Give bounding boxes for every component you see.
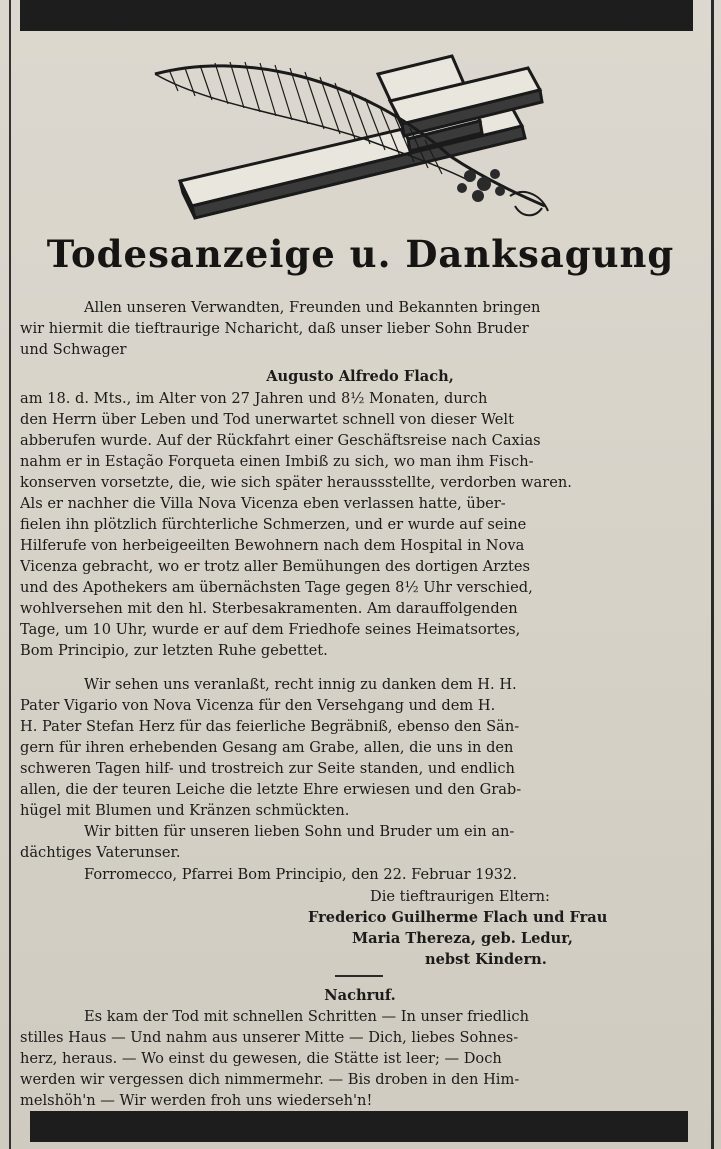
right-border-rule — [711, 0, 714, 1149]
text-line: dächtiges Vaterunser. — [20, 844, 181, 861]
text-line: Vicenza gebracht, wo er trotz aller Bemühungen des dortigen Arztes — [20, 558, 530, 575]
top-black-bar — [20, 0, 693, 31]
text-line: abberufen wurde. Auf der Rückfahrt einer Geschäftsreise nach Caxias — [20, 432, 541, 449]
text-line: und Schwager — [20, 341, 127, 358]
text-line: schweren Tagen hilf- und trostreich zur Seite standen, und endlich — [20, 760, 515, 777]
poem-line: melshöh'n — Wir werden froh uns wiederseh'n! — [20, 1092, 373, 1109]
cross-and-palm-icon — [150, 46, 560, 221]
text-line: gern für ihren erhebenden Gesang am Grabe, allen, die uns in den — [20, 739, 514, 756]
text-line: Als er nachher die Villa Nova Vicenza eben verlassen hatte, über- — [20, 495, 506, 512]
bottom-black-bar — [30, 1111, 688, 1142]
text-line: fielen ihn plötzlich fürchterliche Schmerzen, und er wurde auf seine — [20, 516, 527, 533]
body-paragraph — [20, 388, 700, 661]
text-line: H. Pater Stefan Herz für das feierliche Begräbniß, ebenso den Sän- — [20, 718, 520, 735]
left-border-rule — [9, 0, 11, 1149]
poem-line: stilles Haus — Und nahm aus unserer Mitte — Dich, liebes Sohnes- — [20, 1029, 519, 1046]
text-line: Bom Principio, zur letzten Ruhe gebettet. — [20, 642, 328, 659]
text-line: Pater Vigario von Nova Vicenza für den Versehgang und dem H. — [20, 697, 496, 714]
place-date-line: Forromecco, Pfarrei Bom Principio, den 22. Februar 1932. — [84, 866, 517, 883]
text-line: nahm er in Estação Forqueta einen Imbiß zu sich, wo man ihm Fisch- — [20, 453, 534, 470]
intro-paragraph — [20, 297, 700, 360]
text-line: allen, die der teuren Leiche die letzte Ehre erwiesen und den Grab- — [20, 781, 522, 798]
text-line: den Herrn über Leben und Tod unerwartet schnell von dieser Welt — [20, 411, 514, 428]
signature-intro: Die tieftraurigen Eltern: — [370, 888, 550, 905]
signature-line: nebst Kindern. — [425, 951, 547, 968]
text-line: hügel mit Blumen und Kränzen schmückten. — [20, 802, 350, 819]
place-date-block — [20, 864, 700, 885]
section-divider — [335, 975, 383, 977]
text-line: Wir sehen uns veranlaßt, recht innig zu danken dem H. H. — [84, 676, 517, 693]
deceased-name-block — [20, 366, 700, 387]
deceased-name: Augusto Alfredo Flach, — [266, 368, 454, 385]
text-line: Allen unseren Verwandten, Freunden und Bekannten bringen — [84, 299, 541, 316]
text-line: wohlversehen mit den hl. Sterbesakramenten. Am darauffolgenden — [20, 600, 518, 617]
signature-line: Frederico Guilherme Flach und Frau — [308, 909, 608, 926]
notice-headline: Todesanzeige u. Danksagung — [46, 232, 675, 276]
thanks-paragraph — [20, 674, 700, 863]
nachruf-block — [20, 985, 700, 1111]
poem-line: Es kam der Tod mit schnellen Schritten — In unser friedlich — [84, 1008, 530, 1025]
nachruf-title: Nachruf. — [324, 987, 396, 1004]
text-line: am 18. d. Mts., im Alter von 27 Jahren und 8½ Monaten, durch — [20, 390, 488, 407]
text-line: Wir bitten für unseren lieben Sohn und Bruder um ein an- — [84, 823, 515, 840]
text-line: konserven vorsetzte, die, wie sich später heraussstellte, verdorben waren. — [20, 474, 572, 491]
text-line: Tage, um 10 Uhr, wurde er auf dem Friedhofe seines Heimatsortes, — [20, 621, 521, 638]
poem-line: herz, heraus. — Wo einst du gewesen, die Stätte ist leer; — Doch — [20, 1050, 502, 1067]
text-line: wir hiermit die tieftraurige Ncharicht, daß unser lieber Sohn Bruder — [20, 320, 529, 337]
poem-line: werden wir vergessen dich nimmermehr. — Bis droben in den Him- — [20, 1071, 520, 1088]
signature-line: Maria Thereza, geb. Ledur, — [352, 930, 573, 947]
text-line: Hilferufe von herbeigeeilten Bewohnern nach dem Hospital in Nova — [20, 537, 525, 554]
text-line: und des Apothekers am übernächsten Tage gegen 8½ Uhr verschied, — [20, 579, 533, 596]
